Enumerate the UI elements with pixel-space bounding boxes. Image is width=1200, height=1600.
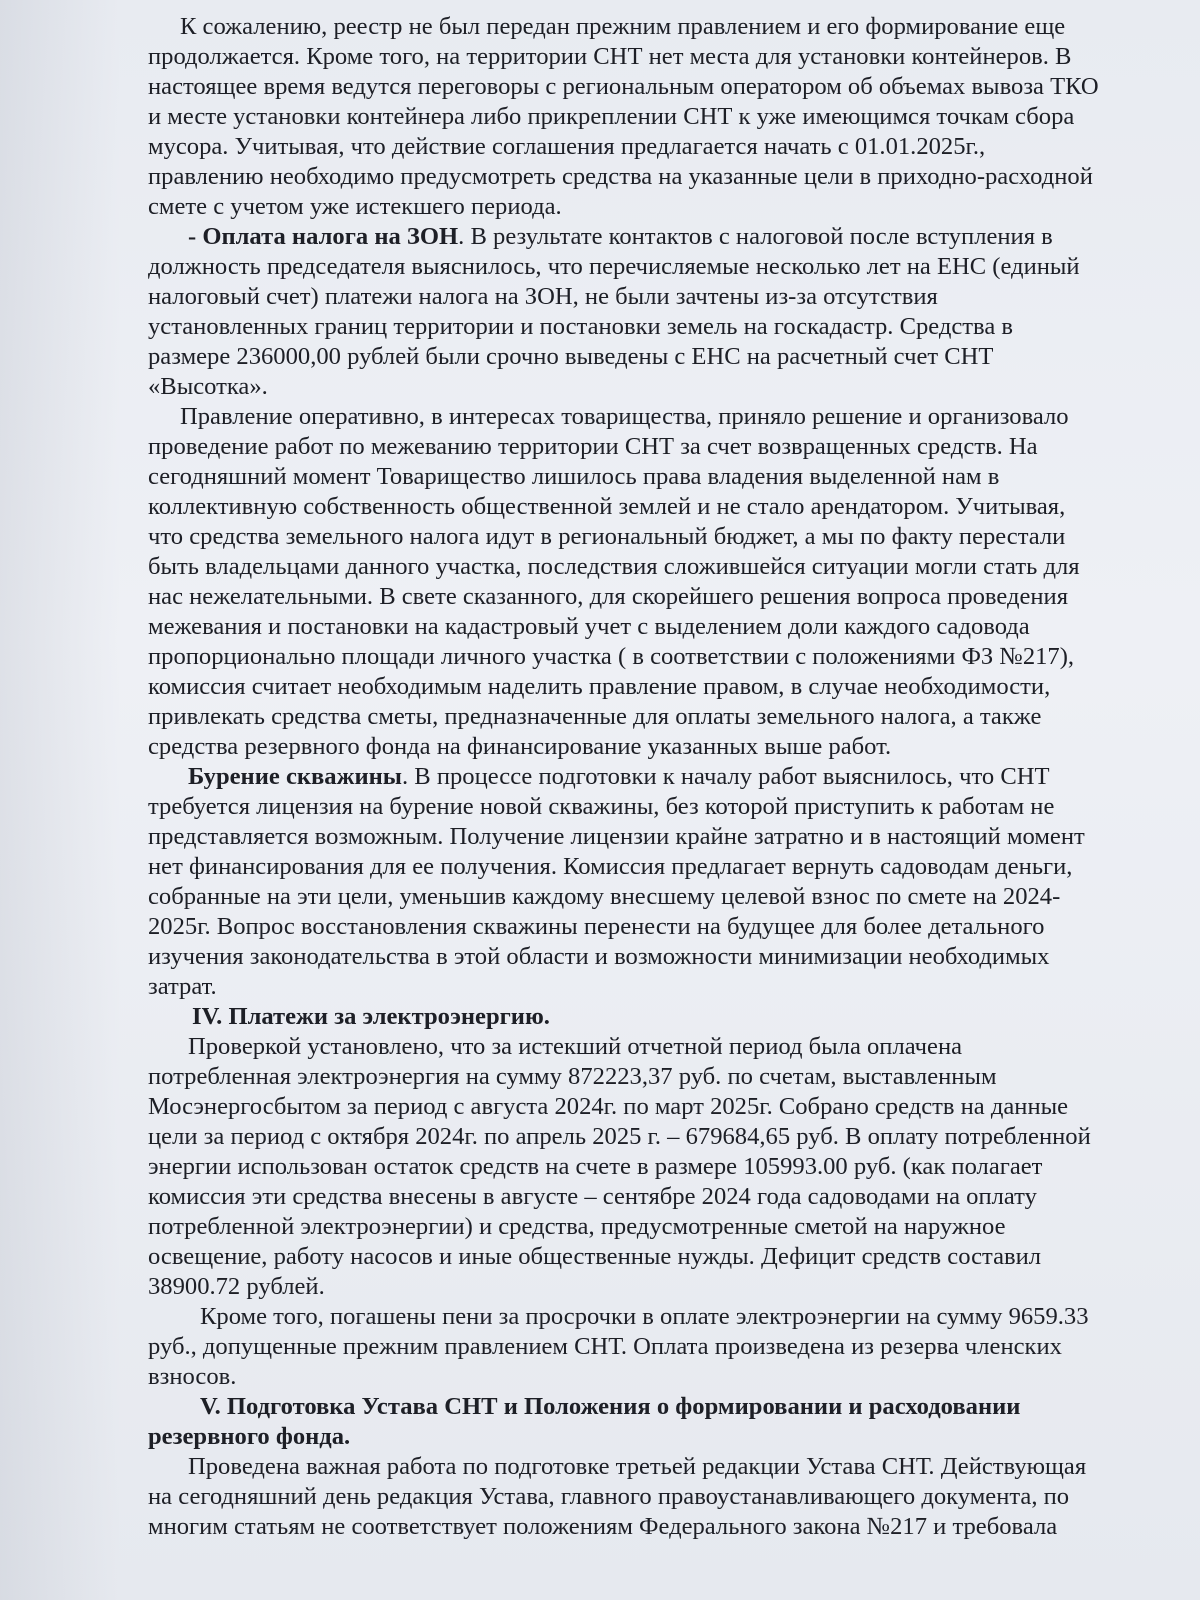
paragraph-land-survey	[148, 402, 1156, 762]
bold-lead-zon-tax: - Оплата налога на ЗОН	[188, 223, 459, 250]
text-line: комиссия эти средства внесены в августе – сентябре 2024 года садоводами на оплату	[148, 1183, 1037, 1210]
text-line: продолжается. Кроме того, на территории СНТ нет места для установки контейнеров. В	[148, 43, 1072, 70]
text-line: размере 236000,00 рублей были срочно выведены с ЕНС на расчетный счет СНТ	[148, 343, 994, 370]
section-heading-v	[148, 1392, 1156, 1452]
text-line: правлению необходимо предусмотреть средства на указанные цели в приходно-расходной	[148, 163, 1093, 190]
text-line: руб., допущенные прежним правлением СНТ. Оплата произведена из резерва членских	[148, 1333, 1062, 1360]
paragraph-charter	[148, 1452, 1156, 1542]
text-line: энергии использован остаток средств на счете в размере 105993.00 руб. (как полагает	[148, 1153, 1043, 1180]
text-line: нет финансирования для ее получения. Комиссия предлагает вернуть садоводам деньги,	[148, 853, 1073, 880]
text-line: представляется возможным. Получение лицензии крайне затратно и в настоящий момент	[148, 823, 1085, 850]
text-line: Мосэнергосбытом за период с августа 2024г. по март 2025г. Собрано средств на данные	[148, 1093, 1069, 1120]
text-line: что средства земельного налога идут в региональный бюджет, а мы по факту перестали	[148, 523, 1066, 550]
paragraph-well-drilling	[148, 762, 1156, 1002]
text-line: цели за период с октября 2024г. по апрель 2025 г. – 679684,65 руб. В оплату потребленной	[148, 1123, 1091, 1150]
paragraph-zon-tax	[148, 222, 1156, 402]
text-line: взносов.	[148, 1363, 237, 1390]
bold-lead-well-drilling: Бурение скважины	[188, 763, 402, 790]
text-fragment: . В процессе подготовки к началу работ выяснилось, что СНТ	[401, 763, 1050, 790]
text-line: Проведена важная работа по подготовке третьей редакции Устава СНТ. Действующая	[188, 1453, 1087, 1480]
text-line: проведение работ по межеванию территории СНТ за счет возвращенных средств. На	[148, 433, 1038, 460]
text-line: требуется лицензия на бурение новой скважины, без которой приступить к работам не	[148, 793, 1055, 820]
text-line: должность председателя выяснилось, что перечисляемые несколько лет на ЕНС (единый	[148, 253, 1080, 280]
text-line: К сожалению, реестр не был передан прежним правлением и его формирование еще	[180, 13, 1066, 40]
heading-bold: резервного фонда.	[148, 1423, 351, 1450]
paragraph-penalties	[148, 1302, 1156, 1392]
text-line: 2025г. Вопрос восстановления скважины перенести на будущее для более детального	[148, 913, 1045, 940]
text-line: налоговый счет) платежи налога на ЗОН, не были зачтены из-за отсутствия	[148, 283, 938, 310]
text-line: изучения законодательства в этой области и возможности минимизации необходимых	[148, 943, 1050, 970]
text-line: затрат.	[148, 973, 217, 1000]
section-heading-iv	[148, 1002, 1156, 1032]
text-line: собранные на эти цели, уменьшив каждому внесшему целевой взнос по смете на 2024-	[148, 883, 1061, 910]
heading-text	[148, 1422, 1156, 1452]
text-line: на сегодняшний день редакция Устава, главного правоустанавливающего документа, по	[148, 1483, 1070, 1510]
text-line	[148, 222, 1156, 252]
text-line: нас нежелательными. В свете сказанного, для скорейшего решения вопроса проведения	[148, 583, 1069, 610]
text-line: Проверкой установлено, что за истекший отчетной период была оплачена	[188, 1033, 963, 1060]
paragraph-electricity	[148, 1032, 1156, 1302]
text-line: средства резервного фонда на финансирование указанных выше работ.	[148, 733, 892, 760]
text-line: пропорционально площади личного участка ( в соответствии с положениями ФЗ №217),	[148, 643, 1075, 670]
paragraph-tko-registry	[148, 12, 1156, 222]
text-line: сегодняшний момент Товарищество лишилось права владения выделенной нам в	[148, 463, 1000, 490]
text-line: коллективную собственность общественной землей и не стало арендатором. Учитывая,	[148, 493, 1066, 520]
text-line: 38900.72 рублей.	[148, 1273, 325, 1300]
text-line: мусора. Учитывая, что действие соглашения предлагается начать с 01.01.2025г.,	[148, 133, 986, 160]
text-line: освещение, работу насосов и иные общественные нужды. Дефицит средств составил	[148, 1243, 1042, 1270]
text-line: многим статьям не соответствует положениям Федерального закона №217 и требовала	[148, 1513, 1058, 1540]
text-line: Правление оперативно, в интересах товарищества, приняло решение и организовало	[180, 403, 1069, 430]
text-line: и месте установки контейнера либо прикреплении СНТ к уже имеющимся точкам сбора	[148, 103, 1075, 130]
text-line: потребленной электроэнергии) и средства, предусмотренные сметой на наружное	[148, 1213, 1006, 1240]
heading-text	[148, 1002, 1156, 1032]
text-line: смете с учетом уже истекшего периода.	[148, 193, 562, 220]
heading-bold: IV. Платежи за электроэнергию.	[192, 1003, 550, 1030]
text-line: потребленная электроэнергия на сумму 872223,37 руб. по счетам, выставленным	[148, 1063, 997, 1090]
page-shadow	[0, 0, 120, 1600]
text-line: Кроме того, погашены пени за просрочки в оплате электроэнергии на сумму 9659.33	[200, 1303, 1089, 1330]
heading-text	[148, 1392, 1156, 1422]
heading-bold: V. Подготовка Устава СНТ и Положения о формировании и расходовании	[200, 1393, 1021, 1420]
text-line: «Высотка».	[148, 373, 268, 400]
text-line: привлекать средства сметы, предназначенные для оплаты земельного налога, а также	[148, 703, 1042, 730]
text-line: быть владельцами данного участка, последствия сложившейся ситуации могли стать для	[148, 553, 1080, 580]
text-fragment: . В результате контактов с налоговой после вступления в	[458, 223, 1053, 250]
text-line: настоящее время ведутся переговоры с региональным оператором об объемах вывоза ТКО	[148, 73, 1099, 100]
text-line	[148, 762, 1156, 792]
text-line: комиссия считает необходимым наделить правление правом, в случае необходимости,	[148, 673, 1051, 700]
text-line: установленных границ территории и постановки земель на госкадастр. Средства в	[148, 313, 1014, 340]
text-line: межевания и постановки на кадастровый учет с выделением доли каждого садовода	[148, 613, 1030, 640]
